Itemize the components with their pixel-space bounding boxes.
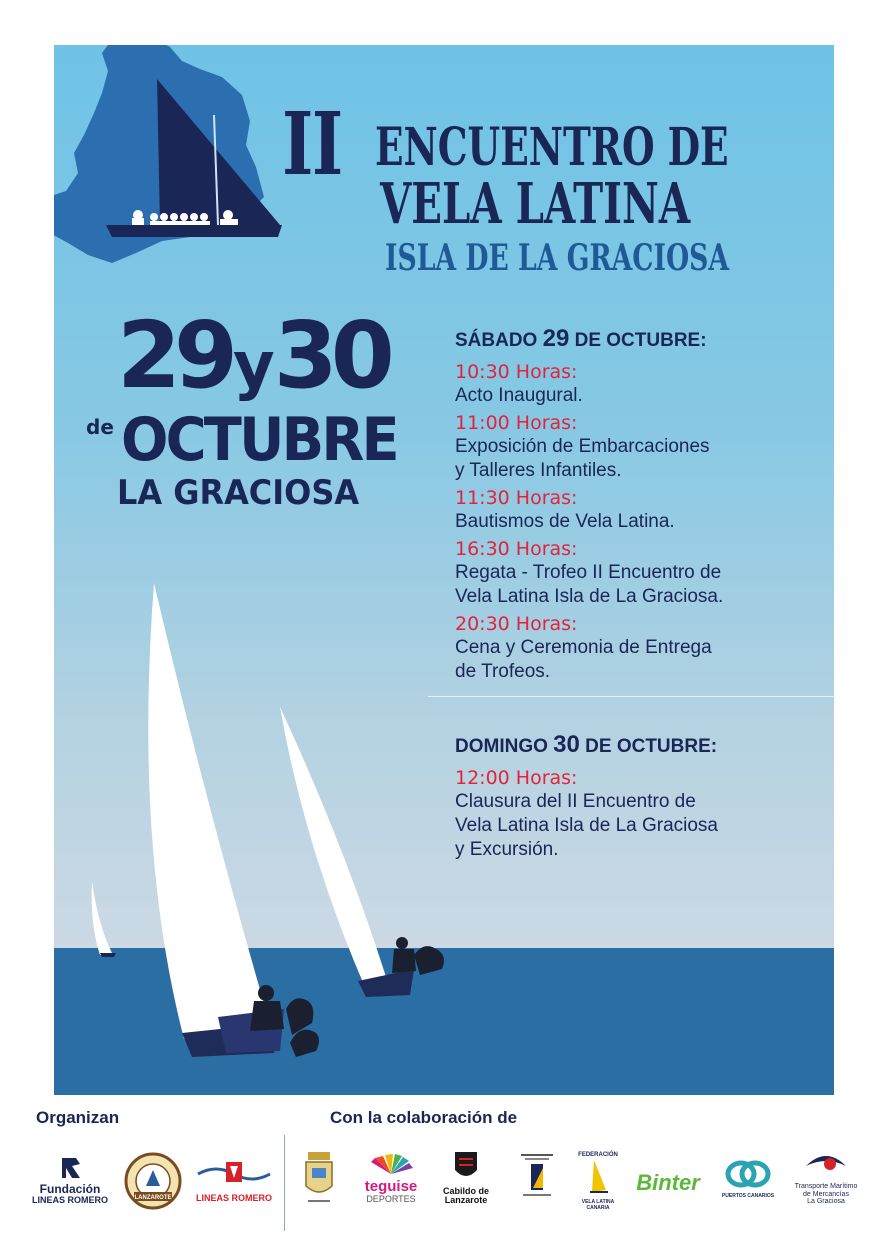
day-name: DOMINGO [455,736,548,757]
event-time: 12:00 Horas: [455,767,578,789]
day-month: DE OCTUBRE: [585,736,718,757]
event-description: Clausura del II Encuentro de Vela Latina Isla de La Graciosa y Excursión. [455,791,719,860]
federacion-insular-logo [515,1152,559,1207]
logo-text: Fundación [39,1182,101,1196]
title-line-1: ENCUENTRO DE [375,117,729,178]
club-seal-icon [124,1152,182,1210]
municipal-crest-icon [302,1150,336,1206]
main-sail-right [280,707,386,985]
sunday-heading [455,732,825,760]
edition-numeral: II [282,94,342,195]
logo-text: Transporte Marítimo de Mercancías La Graciosa [794,1183,858,1206]
cabildo-shield-icon [453,1150,479,1182]
yellow-sail-icon [586,1158,610,1194]
event-time: 11:30 Horas: [455,487,578,509]
schedule-item [455,537,825,609]
schedule-item [455,411,825,483]
event-time: 10:30 Horas: [455,361,578,383]
lineas-romero-logo [194,1160,274,1203]
logo-text: Binter [636,1170,700,1195]
event-time: 16:30 Horas: [455,538,578,560]
binter-logo [630,1170,706,1196]
distant-sail [92,881,112,955]
date-day-1: 29 [117,302,232,409]
saturday-heading [455,326,825,354]
date-conjunction: y [233,329,272,403]
event-description: Exposición de Embarcaciones y Talleres Infantiles. [455,436,710,481]
event-description: Cena y Ceremonia de Entrega de Trofeos. [455,637,712,682]
collaborators-label: Con la colaboración de [330,1108,518,1127]
day-name: SÁBADO [455,330,538,351]
schedule-item [455,486,825,534]
day-month: DE OCTUBRE: [574,330,707,351]
logo-text: teguise [364,1178,418,1195]
logo-subtext: LINEAS ROMERO [31,1195,108,1205]
transporte-maritimo-icon [804,1152,848,1178]
fundacion-mark-icon [58,1158,82,1178]
svg-text:LANZAROTE: LANZAROTE [134,1195,172,1201]
schedule-item [455,766,825,862]
schedule-item [455,360,825,408]
cabildo-lanzarote-logo [436,1150,496,1206]
date-day-2: 30 [273,302,388,409]
logo-subtext: DEPORTES [366,1194,416,1204]
sunday-schedule [455,732,825,865]
event-time: 20:30 Horas: [455,613,578,635]
saturday-schedule [455,326,825,687]
teguise-burst-icon [365,1154,417,1174]
event-description: Bautismos de Vela Latina. [455,511,675,532]
schedule-item [455,612,825,684]
puertos-canarios-logo [718,1160,778,1199]
day-number: 30 [553,731,580,758]
event-place: LA GRACIOSA [117,473,360,513]
schedule-divider [428,696,834,697]
sailboat-emblem-icon [102,75,302,245]
date-prefix: de [86,415,114,439]
event-description: Regata - Trofeo II Encuentro de Vela Latina Isla de La Graciosa. [455,562,724,607]
event-time: 11:00 Horas: [455,412,578,434]
ayuntamiento-crest-logo [300,1150,338,1211]
title-line-3: ISLA DE LA GRACIOSA [385,237,730,279]
main-sail-left [148,583,272,1039]
logo-text: LINEAS ROMERO [195,1193,272,1203]
day-number: 29 [542,325,570,352]
logo-subtext: VELA LATINA CANARIA [581,1199,615,1211]
teguise-deportes-logo [358,1154,424,1204]
event-dates [117,302,388,409]
federacion-vela-latina-logo [572,1152,624,1211]
date-month: OCTUBRE [121,405,397,475]
organizers-label: Organizan [36,1108,120,1127]
event-description: Acto Inaugural. [455,385,583,406]
footer-separator [284,1135,285,1231]
club-seal-logo [122,1152,184,1215]
fundacion-lineas-romero-logo [30,1158,110,1205]
lineas-romero-mark-icon [196,1160,272,1188]
logo-text: FEDERACIÓN [578,1152,618,1158]
federacion-insular-icon [517,1152,557,1202]
puertos-canarios-icon [725,1160,771,1188]
title-line-2: VELA LATINA [380,171,691,237]
transporte-maritimo-logo [790,1152,862,1206]
logo-subtext: PUERTOS CANARIOS [721,1193,775,1199]
logo-text: Cabildo de Lanzarote [442,1186,489,1206]
